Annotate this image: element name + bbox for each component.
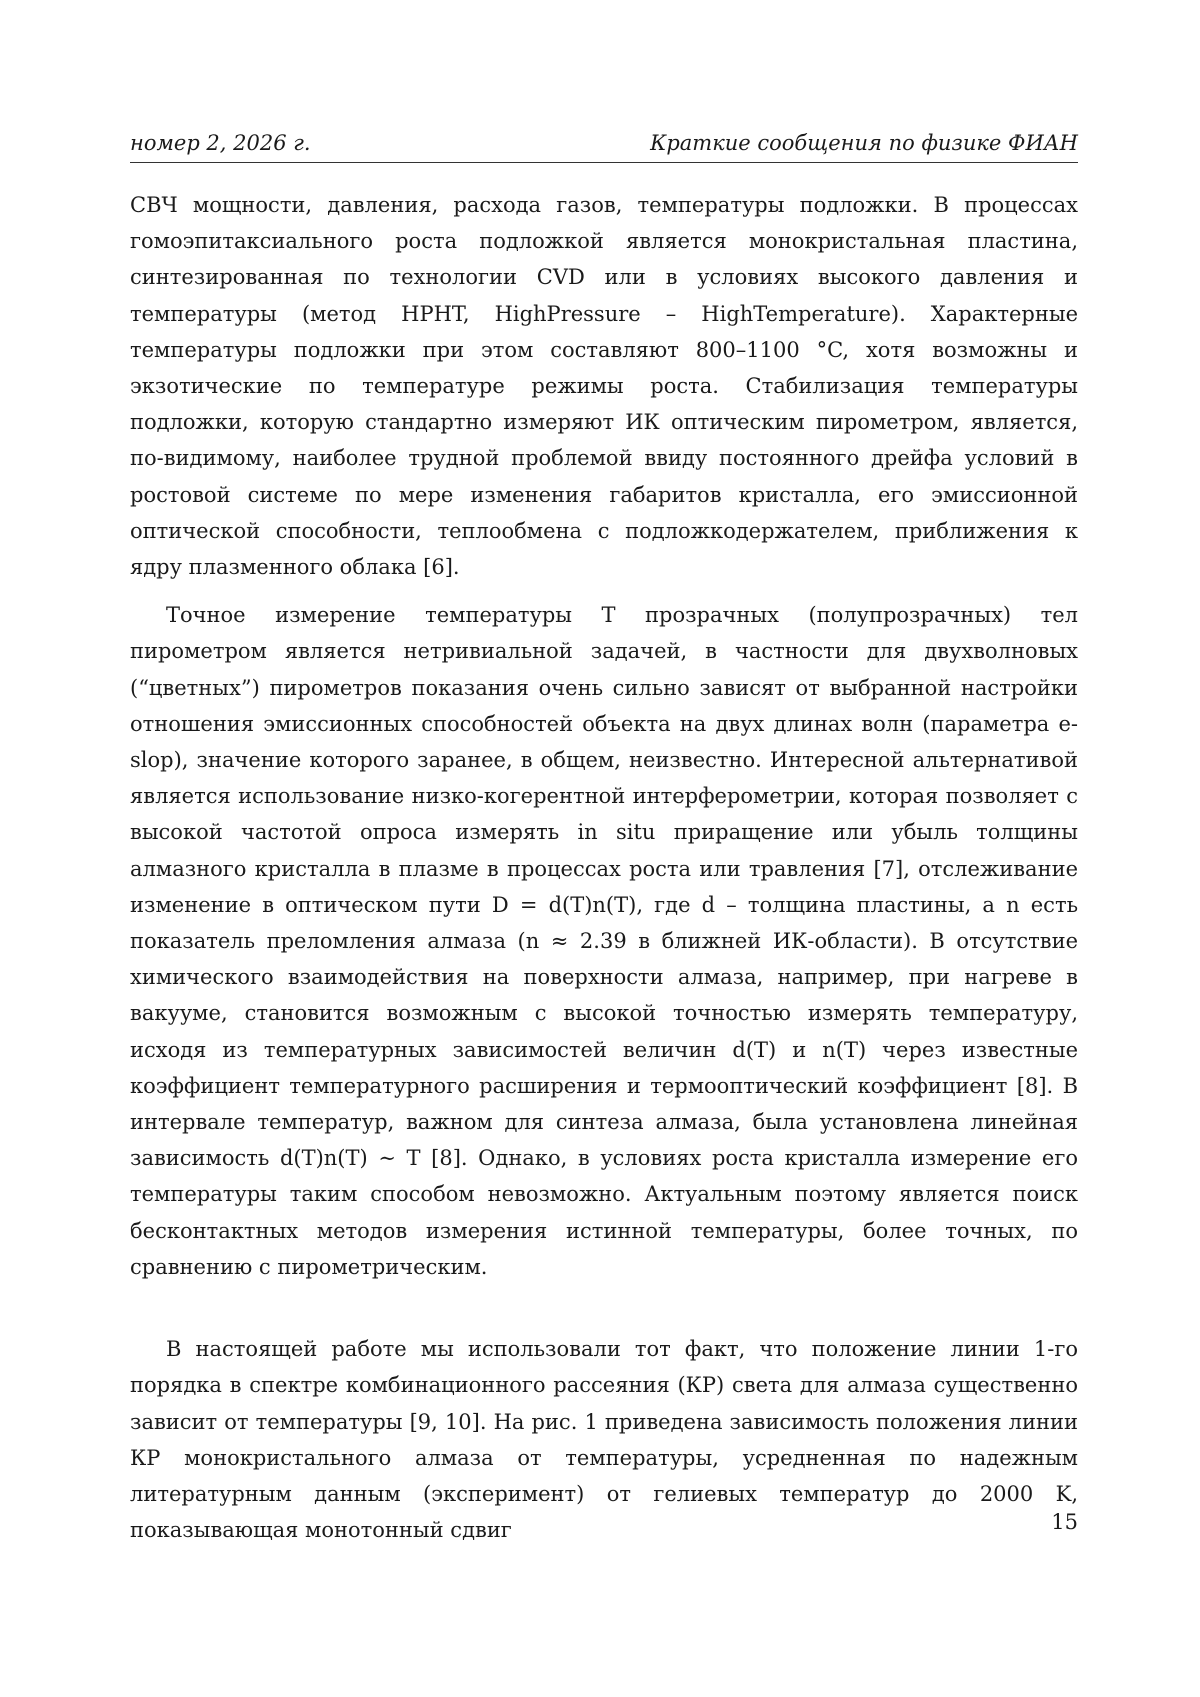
paragraph-1: СВЧ мощности, давления, расхода газов, температуры подложки. В процессах гомоэпитаксиального роста подложкой является монокристальная пластина, синтезированная по технологии CVD или в условиях высокого давления и температуры (метод HPHT, HighPressure – HighTemperature). Характерные температуры подложки при этом составляют 800–1100 °C, хотя возможны и экзотические по температуре режимы роста. Стабилизация температуры подложки, которую стандартно измеряют ИК оптическим пирометром, является, по-видимому, наиболее трудной проблемой ввиду постоянного дрейфа условий в ростовой системе по мере изменения габаритов кристалла, его эмиссионной оптической способности, теплообмена с подложкодержателем, приближения к ядру плазменного облака [6]. xyxy=(130,193,1078,580)
running-head-issue: номер 2, 2026 г. xyxy=(130,131,311,155)
body-text xyxy=(130,187,1078,1548)
page-number: 15 xyxy=(1051,1510,1078,1534)
page xyxy=(130,130,1078,1570)
paragraph-2: Точное измерение температуры T прозрачных (полупрозрачных) тел пирометром является нетривиальной задачей, в частности для двухволновых (“цветных”) пирометров показания очень сильно зависят от выбранной настройки отношения эмиссионных способностей объекта на двух длинах волн (параметра e-slop), значение которого заранее, в общем, неизвестно. Интересной альтернативой является использование низко-когерентной интерферометрии, которая позволяет с высокой частотой опроса измерять in situ приращение или убыль толщины алмазного кристалла в плазме в процессах роста или травления [7], отслеживание изменение в оптическом пути D = d(T)n(T), где d – толщина пластины, а n есть показатель преломления алмаза (n ≈ 2.39 в ближней ИК-области). В отсутствие химического взаимодействия на поверхности алмаза, например, при нагреве в вакууме, становится возможным с высокой точностью измерять температуру, исходя из температурных зависимостей величин d(T) и n(T) через известные коэффициент температурного расширения и термооптический коэффициент [8]. В интервале температур, важном для синтеза алмаза, была установлена линейная зависимость d(T)n(T) ∼ T [8]. Однако, в условиях роста кристалла измерение его температуры таким способом невозможно. Актуальным поэтому является поиск бесконтактных методов измерения истинной температуры, более точных, по сравнению с пирометрическим. xyxy=(130,603,1078,1279)
running-head xyxy=(130,130,1078,163)
running-head-journal: Краткие сообщения по физике ФИАН xyxy=(650,131,1078,155)
paragraph-3: В настоящей работе мы использовали тот факт, что положение линии 1-го порядка в спектре комбинационного рассеяния (КР) света для алмаза существенно зависит от температуры [9, 10]. На рис. 1 приведена зависимость положения линии КР монокристального алмаза от температуры, усредненная по надежным литературным данным (эксперимент) от гелиевых температур до 2000 K, показывающая монотонный сдвиг xyxy=(130,1337,1078,1543)
